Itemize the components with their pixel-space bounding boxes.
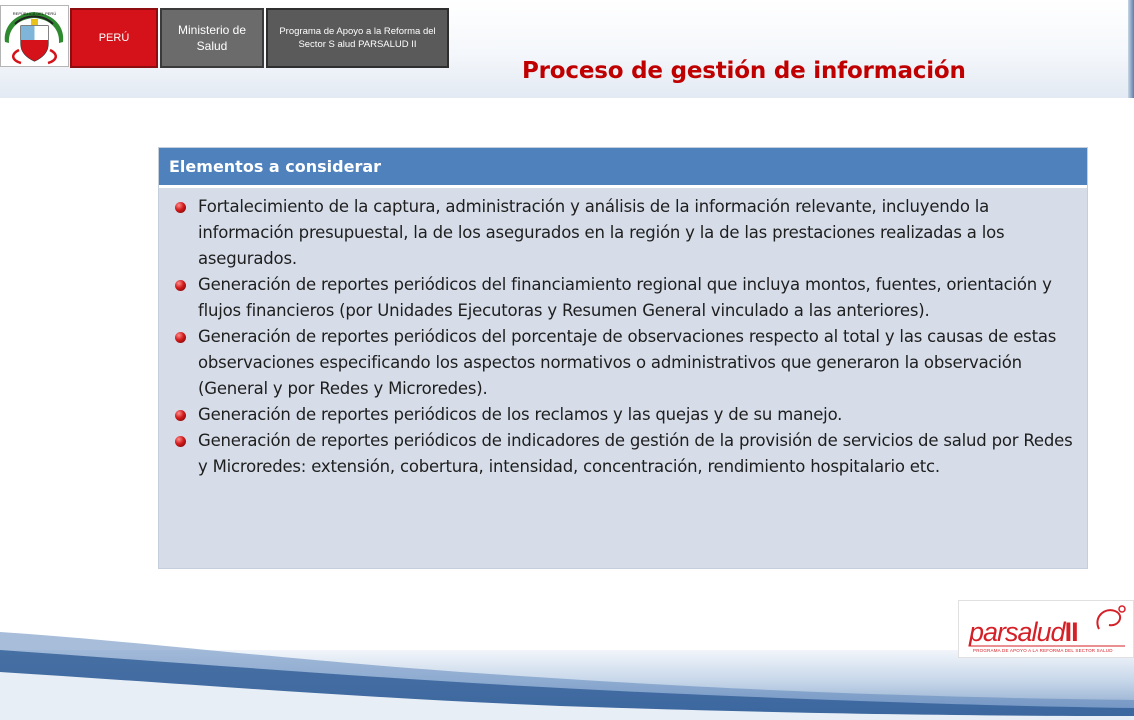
red-bullet-icon bbox=[175, 436, 186, 447]
logo-numeral: II bbox=[1064, 617, 1078, 647]
list-item bbox=[175, 324, 1077, 402]
peru-shield-icon bbox=[1, 6, 68, 66]
list-item-text: Fortalecimiento de la captura, administración y análisis de la información relevante, incluyendo la información presupuestal, la de los asegurados en la región y la de las prestaciones realizadas a los asegurados. bbox=[198, 197, 1005, 268]
list-item-text: Generación de reportes periódicos del financiamiento regional que incluya montos, fuentes, orientación y flujos financieros (por Unidades Ejecutoras y Resumen General vinculado a las anteriores). bbox=[198, 275, 1052, 320]
logo-tagline: PROGRAMA DE APOYO A LA REFORMA DEL SECTOR SALUD bbox=[973, 648, 1113, 653]
header-edge-accent bbox=[1128, 0, 1134, 98]
list-item-text: Generación de reportes periódicos de indicadores de gestión de la provisión de servicios de salud por Redes y Microredes: extensión, cobertura, intensidad, concentración, rendimiento hospitalario etc. bbox=[198, 431, 1073, 476]
coat-of-arms-logo bbox=[0, 5, 69, 67]
shield-caption: REPÚBLICA DEL PERÚ bbox=[12, 11, 57, 16]
red-bullet-icon bbox=[175, 332, 186, 343]
red-bullet-icon bbox=[175, 202, 186, 213]
logo-wordmark bbox=[969, 618, 1078, 646]
tab-program-label: Programa de Apoyo a la Reforma del Sector S alud PARSALUD II bbox=[279, 26, 436, 50]
list-item bbox=[175, 194, 1077, 272]
tab-ministerio-de-salud[interactable] bbox=[160, 8, 264, 68]
tab-ministerio-label: Ministerio de Salud bbox=[177, 23, 247, 53]
parsalud-logo bbox=[958, 600, 1134, 658]
page-title: Proceso de gestión de información bbox=[522, 58, 966, 84]
list-item-text: Generación de reportes periódicos de los reclamos y las quejas y de su manejo. bbox=[198, 405, 843, 424]
red-bullet-icon bbox=[175, 410, 186, 421]
tab-peru[interactable] bbox=[70, 8, 158, 68]
red-bullet-icon bbox=[175, 280, 186, 291]
tab-peru-label: PERÚ bbox=[98, 32, 130, 44]
panel-heading: Elementos a considerar bbox=[159, 148, 1087, 188]
list-item bbox=[175, 428, 1077, 480]
logo-word-text: parsalud bbox=[969, 617, 1065, 647]
list-item-text: Generación de reportes periódicos del porcentaje de observaciones respecto al total y las causas de estas observaciones especificando los aspectos normativos o administrativos que generaron la observación (General y por Redes y Microredes). bbox=[198, 327, 1057, 398]
elements-panel bbox=[158, 147, 1088, 569]
tab-parsalud-program[interactable] bbox=[266, 8, 449, 68]
list-item bbox=[175, 402, 1077, 428]
list-item bbox=[175, 272, 1077, 324]
elements-list bbox=[159, 188, 1087, 480]
